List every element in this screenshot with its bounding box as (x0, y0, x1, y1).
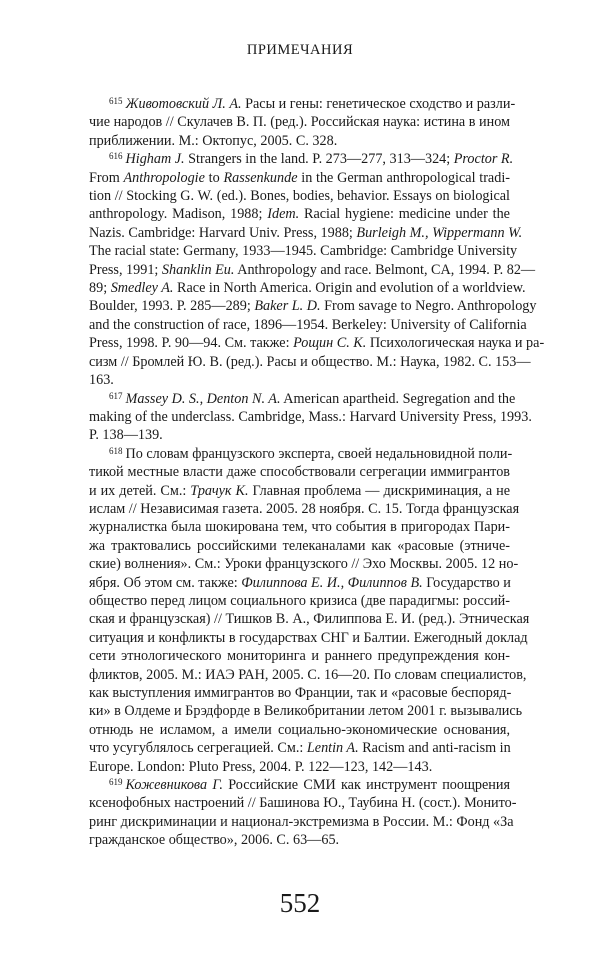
footnote-line (89, 463, 510, 481)
footnote-text: Press, 1991; (89, 261, 162, 278)
footnote-text: Race in North America. Origin and evolution of a worldview. (173, 280, 526, 297)
footnote-text: ки» в Олдеме и Брэдфорде в Великобритании летом 2001 г. вызывались (89, 703, 523, 720)
footnote-line (89, 261, 536, 279)
footnote-text: Российские СМИ как инструмент поощрения (222, 777, 510, 794)
footnote-line (89, 426, 510, 444)
footnote-line (89, 684, 510, 702)
footnote-line (89, 242, 518, 260)
footnote-text: приближении. М.: Октопус, 2005. С. 328. (89, 132, 338, 149)
footnote-line (89, 629, 528, 647)
footnote-line (89, 169, 510, 187)
cited-author: Burleigh M., Wippermann W. (356, 224, 523, 241)
footnote-line (89, 574, 510, 592)
footnote-text: ислам // Независимая газета. 2005. 28 ноября. С. 15. Тогда французская (89, 500, 520, 517)
footnote-text: ксенофобных настроений // Башинова Ю., Таубина Н. (сост.). Монито- (89, 795, 517, 812)
footnote-line (89, 353, 531, 371)
cited-author: Кожевникова Г. (125, 777, 223, 794)
footnote-text: ские) волнения». См.: Уроки французского // Эхо Москвы. 2005. 12 но- (89, 556, 519, 573)
footnote-line (89, 813, 514, 831)
footnote-text: Психологическая наука и ра- (366, 335, 545, 352)
footnote-text: отнюдь не исламом, а имели социально-экономические основания, (89, 721, 510, 738)
footnote-line (89, 279, 526, 297)
footnote-text: журналистка была шокирована тем, что события в пригородах Пари- (89, 519, 510, 536)
cited-author: Anthropologie (123, 169, 205, 186)
cited-author: Рощин С. К. (293, 335, 367, 352)
footnote-text: 163. (89, 372, 114, 389)
footnote-text: From savage to Negro. Anthropology (320, 298, 537, 315)
footnote-text: и их детей. См.: (89, 482, 191, 499)
cited-author: Животовский Л. А. (125, 96, 242, 112)
footnote-text: Anthropology and race. Belmont, CA, 1994. P. 82— (234, 261, 536, 278)
cited-author: Idem. (267, 206, 300, 223)
footnote-line (89, 831, 510, 849)
footnote-text: ября. Об этом см. также: (89, 574, 242, 591)
footnote-line (89, 408, 532, 426)
footnote-text: Boulder, 1993. P. 285—289; (89, 298, 255, 315)
cited-author: Smedley A. (110, 280, 174, 297)
footnote-line (89, 518, 510, 536)
footnote-line (89, 95, 516, 113)
footnote-text: гражданское общество», 2006. С. 63—65. (89, 832, 340, 849)
footnote-line (89, 592, 510, 610)
footnote-text: Strangers in the land. P. 273—277, 313—324; (184, 151, 454, 168)
cited-author: Massey D. S., Denton N. A. (125, 390, 281, 407)
footnote-line (89, 776, 510, 794)
running-header: ПРИМЕЧАНИЯ (246, 42, 354, 58)
footnote-text: tion // Stocking G. W. (ed.). Bones, bodies, behavior. Essays on biological (89, 188, 510, 205)
footnote-number: 618 (109, 445, 123, 456)
footnote-line (89, 132, 510, 150)
footnote-text: фликтов, 2005. М.: ИАЭ РАН, 2005. С. 16—20. По словам специалистов, (89, 666, 527, 683)
footnote-text: and the construction of race, 1896—1954. Berkeley: University of California (89, 316, 527, 333)
cited-author: Higham J. (125, 151, 185, 168)
footnote-text: Press, 1998. P. 90—94. См. также: (89, 335, 294, 352)
footnote-text: общество перед лицом социального кризиса (две парадигмы: россий- (89, 592, 510, 609)
cited-author: Baker L. D. (254, 298, 321, 315)
cited-author: Proctor R. (453, 151, 514, 168)
footnote-text: Racial hygiene: medicine under the (299, 206, 510, 223)
footnote-text: American apartheid. Segregation and the (280, 390, 516, 407)
footnote-text: чие народов // Скулачев В. П. (ред.). Российская наука: истина в ином (89, 114, 510, 131)
footnote-text: Расы и гены: генетическое сходство и разли- (241, 96, 516, 112)
footnote-text: Nazis. Cambridge: Harvard Univ. Press, 1988; (89, 224, 357, 241)
footnote-line (89, 721, 510, 739)
footnote-text: жа трактовались российскими телеканалами как «расовые (этниче- (89, 537, 510, 554)
footnote-line (89, 187, 510, 205)
footnote-line (89, 113, 510, 131)
footnote-text: тикой местные власти даже способствовали сегрегации иммигрантов (89, 464, 510, 481)
footnote-text: The racial state: Germany, 1933—1945. Cambridge: Cambridge University (89, 243, 518, 260)
cited-author: Трачук К. (190, 482, 249, 499)
footnote-line (89, 610, 530, 628)
footnote-number: 615 (109, 96, 123, 106)
footnote-text: сети этнологического мониторинга и раннего предупреждения кон- (89, 648, 510, 665)
footnote-text: Государство и (422, 574, 511, 591)
footnote-text: making of the underclass. Cambridge, Mass.: Harvard University Press, 1993. (89, 408, 532, 425)
footnote-text: anthropology. Madison, 1988; (89, 206, 268, 223)
footnotes (89, 95, 545, 850)
footnote-text: ситуация и конфликты в государствах СНГ и Балтии. Ежегодный доклад (89, 629, 528, 646)
cited-author: Rassenkunde (223, 169, 298, 186)
footnote-text: что усугублялось сегрегацией. См.: (89, 740, 307, 757)
footnote-text: to (204, 169, 224, 186)
cited-author: Lentin A. (306, 740, 359, 757)
footnote-text: Europe. London: Pluto Press, 2004. P. 122—123, 142—143. (89, 758, 433, 775)
footnote-number: 617 (109, 390, 123, 401)
cited-author: Филиппова Е. И., Филиппов В. (241, 574, 423, 591)
footnote-line (89, 537, 510, 555)
footnote-text: From (89, 169, 124, 186)
footnote-line (89, 758, 510, 776)
footnote-line (89, 739, 510, 757)
footnote-text: как выступления иммигрантов во Франции, так и «расовые беспоряд- (89, 685, 512, 701)
footnote-line (89, 500, 520, 518)
footnote-line (89, 334, 545, 352)
footnote-line (89, 224, 523, 242)
footnote-line (89, 482, 510, 500)
page-number: 552 (279, 888, 321, 918)
footnote-line (89, 647, 510, 665)
cited-author: Shanklin Eu. (161, 261, 235, 278)
footnote-line (89, 390, 516, 408)
footnote-line (89, 794, 517, 812)
footnote-line (89, 205, 510, 223)
footnote-text: in the German anthropological tradi- (297, 169, 510, 186)
footnote-text: По словам французского эксперта, своей недальновидной поли- (125, 445, 513, 462)
footnote-line (89, 316, 527, 334)
footnote-line (89, 555, 519, 573)
footnote-line (89, 666, 527, 684)
footnote-text: ская и французская) // Тишков В. А., Филиппова Е. И. (ред.). Этническая (89, 611, 530, 628)
footnote-text: Главная проблема — дискриминация, а не (248, 482, 510, 499)
footnote-line (89, 371, 510, 389)
footnote-line (89, 702, 523, 720)
footnote-line (89, 150, 514, 168)
footnote-line (89, 445, 513, 463)
footnote-text: ринг дискриминации и национал-экстремизма в России. М.: Фонд «За (89, 813, 514, 830)
footnote-text: сизм // Бромлей Ю. В. (ред.). Расы и общество. М.: Наука, 1982. С. 153— (89, 353, 531, 370)
footnote-text: Racism and anti-racism in (358, 740, 511, 757)
footnote-number: 619 (109, 777, 123, 788)
footnote-text: P. 138—139. (89, 427, 163, 444)
footnote-number: 616 (109, 151, 123, 162)
footnote-line (89, 297, 537, 315)
footnote-text: 89; (89, 280, 111, 297)
